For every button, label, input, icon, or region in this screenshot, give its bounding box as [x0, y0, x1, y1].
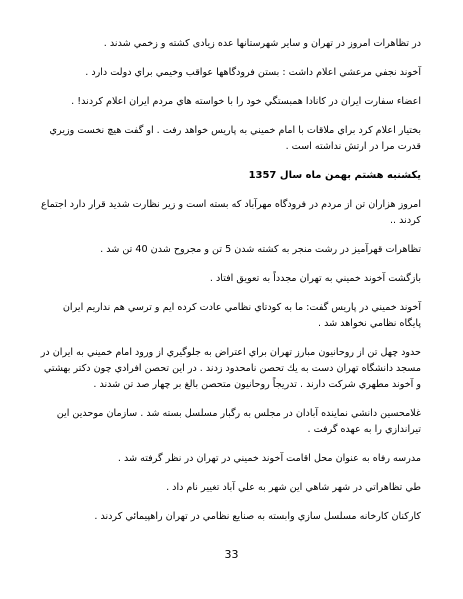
paragraph: آخوند خميني در پاريس گفت: ما به كودتاي نظامي عادت كرده ايم و ترسي هم نداريم ايران پايگاه نظامي نخواهد شد . — [62, 302, 421, 329]
paragraph: مدرسه رفاه به عنوان محل اقامت آخوند خميني در تهران در نظر گرفته شد . — [117, 453, 421, 464]
paragraph: طي تظاهراتي در شهر شاهي اين شهر به علي آباد تغيير نام داد . — [166, 482, 421, 493]
paragraph: حدود چهل تن از روحانيون مبارز تهران براي اعتراض به جلوگيري از ورود امام خميني به ايران در مسجد دانشگاه تهران دست به يك تحصن نامحدود زدند . در اين تحصن افرادي چون دكتر بهشتي و آخوند مطهري شركت دارند . تدريجاً روحانيون متحصن بالغ بر چهار صد تن شدند . — [40, 347, 421, 390]
paragraph: كاركنان كارخانه مسلسل سازي وابسته به صنايع نظامي در تهران راهپيمائي كردند . — [94, 511, 421, 522]
paragraph: بختيار اعلام كرد براي ملاقات با امام خميني به پاريس خواهد رفت . او گفت هيچ نخست وزيري قدرت مرا در ارتش نداشته است . — [49, 125, 421, 152]
paragraph: تظاهرات قهرآميز در رشت منجر به كشته شدن 5 تن و مجروح شدن 40 تن شد . — [100, 244, 421, 255]
paragraph: آخوند نجفي مرعشي اعلام داشت : بستن فرودگاهها عواقب وخيمي براي دولت دارد . — [85, 67, 421, 78]
paragraph: بازگشت آخوند خميني به تهران مجدداً به تعويق افتاد . — [209, 273, 421, 284]
paragraph: اعضاء سفارت ايران در كانادا همبستگي خود را با خواسته هاي مردم ايران اعلام كردند! . — [71, 96, 421, 107]
paragraph: در تظاهرات امروز در تهران و ساير شهرستانها عده زيادی كشته و زخمي شدند . — [103, 38, 421, 49]
document-page — [40, 36, 421, 538]
page-number: 33 — [224, 548, 239, 561]
date-heading: يكشنبه هشتم بهمن ماه سال 1357 — [248, 170, 421, 181]
paragraph: امروز هزاران تن از مردم در فرودگاه مهرآباد كه بسته است و زير نظارت شديد قرار دارد اجتماع كردند .. — [40, 199, 421, 226]
paragraph: غلامحسين دانشي نماينده آبادان در مجلس به رگبار مسلسل بسته شد . سازمان موحدين اين تيراندازي را به عهده گرفت . — [56, 408, 421, 435]
